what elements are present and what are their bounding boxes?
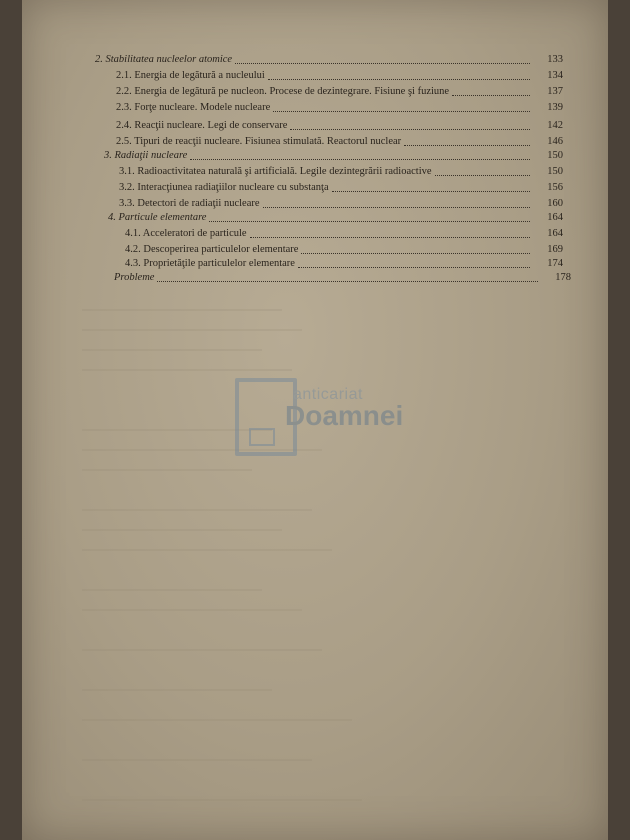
toc-entry-title: 4.3. Proprietăţile particulelor elementare: [125, 258, 295, 269]
toc-leader-dots: [190, 158, 530, 160]
toc-entry-title: 3. Radiaţii nucleare: [104, 150, 188, 161]
book-page: [22, 0, 608, 840]
toc-entry-title: 3.2. Interacţiunea radiaţiilor nucleare cu substanţa: [119, 182, 329, 193]
watermark-small-text: anticariat: [293, 386, 363, 403]
toc-entry: [108, 208, 563, 224]
toc-entry: [116, 116, 563, 132]
toc-entry-page: 150: [547, 150, 563, 161]
watermark-big-text: Doamnei: [285, 400, 404, 431]
toc-entry-page: 169: [547, 244, 563, 255]
toc-entry-title: 2.3. Forţe nucleare. Modele nucleare: [116, 102, 271, 113]
toc-entry-title: 2.2. Energia de legătură pe nucleon. Procese de dezintegrare. Fisiune şi fuziune: [116, 86, 450, 97]
toc-entry-page: 150: [547, 166, 563, 177]
toc-entry: [116, 66, 563, 82]
toc-entry-title: 2.4. Reacţii nucleare. Legi de conservare: [116, 120, 288, 131]
toc-entry-page: 137: [547, 86, 563, 97]
toc-entry: [125, 224, 563, 240]
toc-entry-title: 2.5. Tipuri de reacţii nucleare. Fisiunea stimulată. Reactorul nuclear: [116, 136, 402, 147]
toc-entry-title: 4.2. Descoperirea particulelor elementare: [125, 244, 299, 255]
toc-entry-page: 146: [547, 136, 563, 147]
toc-leader-dots: [332, 190, 530, 192]
toc-entry-page: 139: [547, 102, 563, 113]
toc-entry: [116, 98, 563, 114]
toc-entry-title: 2.1. Energia de legătură a nucleului: [116, 70, 265, 81]
toc-entry: [119, 162, 563, 178]
toc-leader-dots: [250, 236, 530, 238]
toc-leader-dots: [235, 62, 530, 64]
toc-entry-title: Probleme: [114, 272, 155, 283]
toc-entry-title: 4.1. Acceleratori de particule: [125, 228, 247, 239]
toc-leader-dots: [209, 220, 530, 222]
toc-leader-dots: [157, 280, 538, 282]
toc-entry-page: 178: [555, 272, 571, 283]
toc-entry-page: 133: [547, 54, 563, 65]
toc-leader-dots: [452, 94, 530, 96]
watermark-logo: [235, 378, 415, 462]
toc-leader-dots: [268, 78, 530, 80]
toc-entry-page: 164: [547, 228, 563, 239]
toc-entry-title: 3.1. Radioactivitatea naturală şi artificială. Legile dezintegrării radioactive: [119, 166, 432, 177]
toc-entry: [114, 268, 571, 284]
toc-entry-title: 3.3. Detectori de radiaţii nucleare: [119, 198, 260, 209]
toc-entry-page: 142: [547, 120, 563, 131]
toc-leader-dots: [290, 128, 530, 130]
toc-entry: [116, 82, 563, 98]
toc-entry: [119, 178, 563, 194]
toc-entry-page: 174: [547, 258, 563, 269]
toc-entry-page: 164: [547, 212, 563, 223]
toc-leader-dots: [435, 174, 530, 176]
toc-leader-dots: [273, 110, 530, 112]
toc-entry-title: 2. Stabilitatea nucleelor atomice: [95, 54, 233, 65]
toc-entry-title: 4. Particule elementare: [108, 212, 207, 223]
toc-entry-page: 160: [547, 198, 563, 209]
toc-entry-page: 134: [547, 70, 563, 81]
toc-entry: [104, 146, 563, 162]
toc-entry-page: 156: [547, 182, 563, 193]
toc-entry: [95, 50, 563, 66]
